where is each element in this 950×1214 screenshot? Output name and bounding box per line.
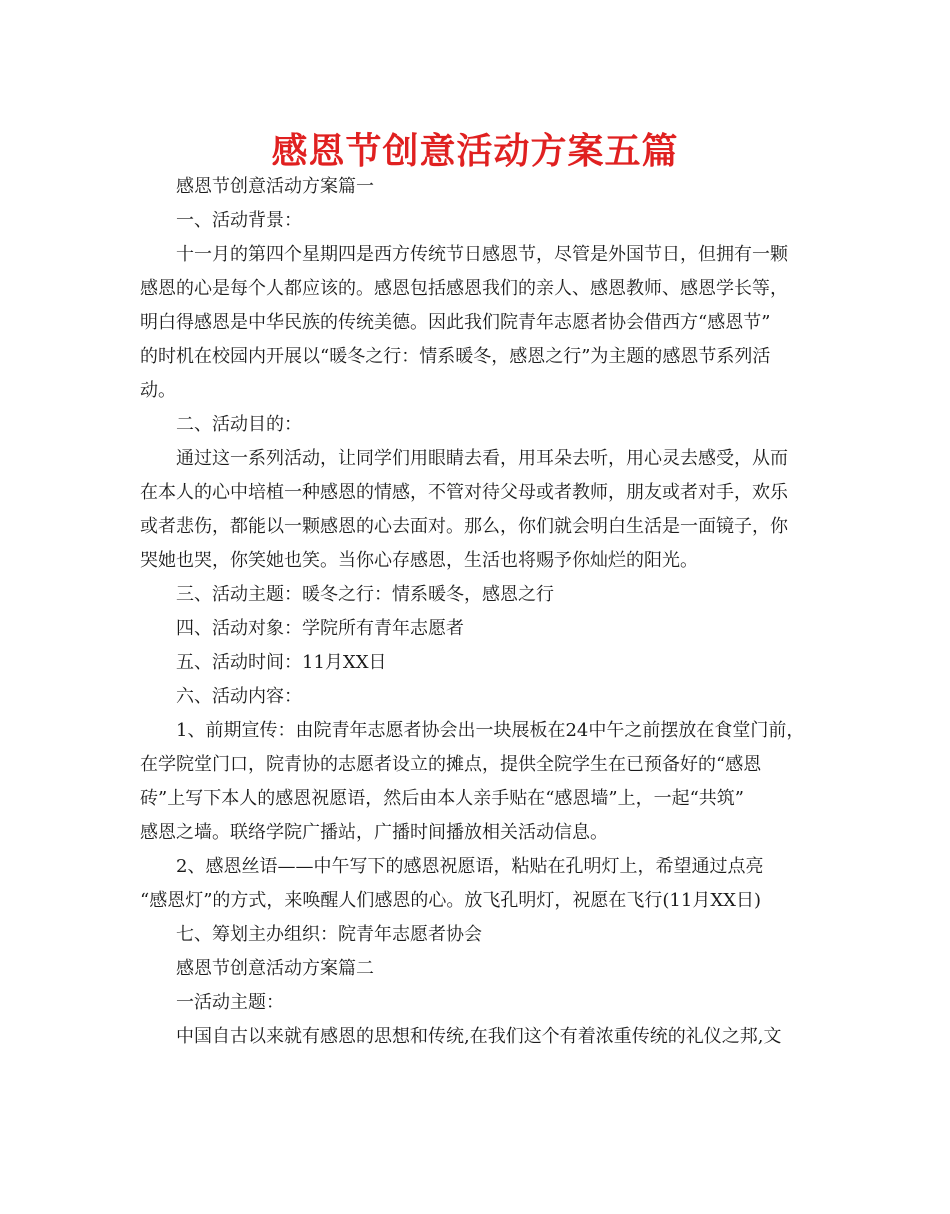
text-line: 七、筹划主办组织：院青年志愿者协会 — [176, 924, 482, 945]
text-line: 感恩之墙。联络学院广播站，广播时间播放相关活动信息。 — [140, 822, 608, 843]
text-line: 感恩节创意活动方案篇二 — [176, 958, 374, 979]
text-line: 通过这一系列活动，让同学们用眼睛去看，用耳朵去听，用心灵去感受，从而 — [176, 448, 788, 469]
text-line: “感恩灯”的方式，来唤醒人们感恩的心。放飞孔明灯，祝愿在飞行(11月XX日) — [140, 890, 761, 911]
text-line: 十一月的第四个星期四是西方传统节日感恩节，尽管是外国节日，但拥有一颗 — [176, 244, 788, 265]
text-line: 三、活动主题：暖冬之行：情系暖冬，感恩之行 — [176, 584, 554, 605]
text-line: 砖”上写下本人的感恩祝愿语，然后由本人亲手贴在“感恩墙”上，一起“共筑” — [140, 788, 745, 809]
text-line: 一、活动背景： — [176, 210, 302, 231]
text-line: 或者悲伤，都能以一颗感恩的心去面对。那么，你们就会明白生活是一面镜子，你 — [140, 516, 788, 537]
text-line: 二、活动目的： — [176, 414, 302, 435]
text-line: 感恩的心是每个人都应该的。感恩包括感恩我们的亲人、感恩教师、感恩学长等， — [140, 278, 788, 299]
text-line: 的时机在校园内开展以“暖冬之行：情系暖冬，感恩之行”为主题的感恩节系列活 — [140, 346, 771, 367]
text-line: 1、前期宣传：由院青年志愿者协会出一块展板在24中午之前摆放在食堂门前， — [176, 720, 805, 741]
text-line: 四、活动对象：学院所有青年志愿者 — [176, 618, 464, 639]
text-line: 哭她也哭，你笑她也笑。当你心存感恩，生活也将赐予你灿烂的阳光。 — [140, 550, 698, 571]
text-line: 一活动主题： — [176, 992, 284, 1013]
text-line: 明白得感恩是中华民族的传统美德。因此我们院青年志愿者协会借西方“感恩节” — [140, 312, 771, 333]
text-line: 2、感恩丝语——中午写下的感恩祝愿语，粘贴在孔明灯上，希望通过点亮 — [176, 856, 764, 877]
text-line: 五、活动时间：11月XX日 — [176, 652, 387, 673]
text-line: 在学院堂门口，院青协的志愿者设立的摊点，提供全院学生在已预备好的“感恩 — [140, 754, 762, 775]
document-body — [140, 170, 812, 1054]
text-line: 中国自古以来就有感恩的思想和传统,在我们这个有着浓重传统的礼仪之邦,文 — [176, 1026, 782, 1047]
text-line: 六、活动内容： — [176, 686, 302, 707]
document-title: 感恩节创意活动方案五篇 — [271, 131, 679, 172]
text-line: 动。 — [140, 380, 176, 401]
text-line: 感恩节创意活动方案篇一 — [176, 176, 374, 197]
text-line: 在本人的心中培植一种感恩的情感，不管对待父母或者教师，朋友或者对手，欢乐 — [140, 482, 788, 503]
